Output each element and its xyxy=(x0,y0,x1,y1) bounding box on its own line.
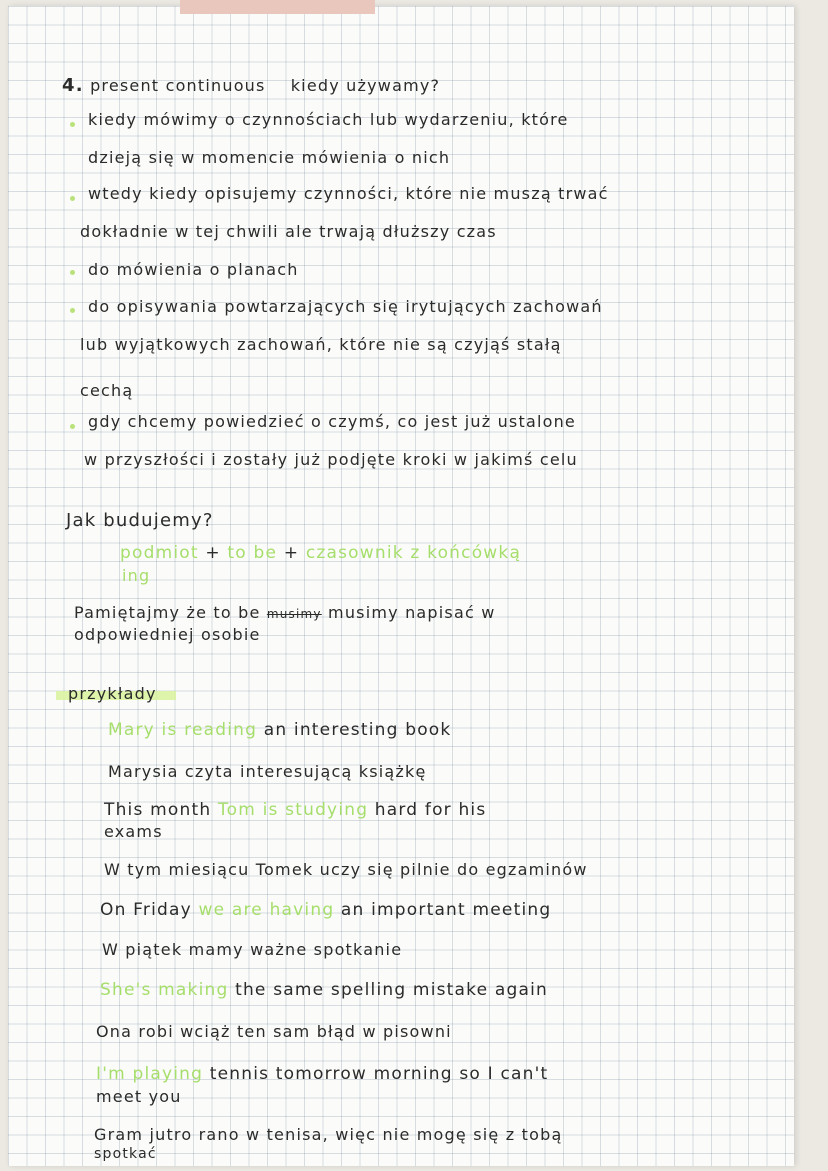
bullet xyxy=(70,424,75,429)
example-translation: Gram jutro rano w tenisa, więc nie mogę się z tobą xyxy=(94,1125,563,1144)
example-sentence xyxy=(104,800,486,820)
usage-line: kiedy mówimy o czynnościach lub wydarzeniu, które xyxy=(88,110,569,129)
example-verb: I'm playing xyxy=(96,1064,204,1084)
example-rest: an important meeting xyxy=(334,900,552,920)
example-verb: we are having xyxy=(198,900,335,920)
example-translation: Ona robi wciąż ten sam błąd w pisowni xyxy=(96,1022,452,1041)
usage-line: wtedy kiedy opisujemy czynności, które nie muszą trwać xyxy=(88,184,609,203)
usage-line: w przyszłości i zostały już podjęte kroki w jakimś celu xyxy=(84,450,578,469)
note-end: musimy napisać w xyxy=(328,603,496,622)
build-heading: Jak budujemy? xyxy=(66,510,214,531)
section-heading xyxy=(62,75,440,96)
bullet xyxy=(70,196,75,201)
formula-to-be: to be xyxy=(227,543,278,563)
note-crossed-word: musimy xyxy=(266,607,322,621)
example-translation: W piątek mamy ważne spotkanie xyxy=(102,940,403,959)
notebook-tab xyxy=(180,0,375,14)
example-verb: Mary is reading xyxy=(108,720,258,740)
note-start: Pamiętajmy że to be xyxy=(74,603,261,622)
example-rest: tennis tomorrow morning so I can't xyxy=(203,1064,549,1084)
section-title: present continuous xyxy=(90,76,266,95)
usage-line: do opisywania powtarzających się irytujących zachowań xyxy=(88,297,603,316)
example-sentence xyxy=(100,900,551,920)
example-translation-2: spotkać xyxy=(94,1146,157,1162)
usage-line: lub wyjątkowych zachowań, które nie są czyjąś stałą xyxy=(80,335,562,354)
formula-plus: + xyxy=(205,543,221,563)
build-note-2: odpowiedniej osobie xyxy=(74,625,261,644)
example-pre: On Friday xyxy=(100,900,199,920)
example-rest: the same spelling mistake again xyxy=(228,980,548,1000)
example-sentence xyxy=(100,980,548,1000)
formula-verb: czasownik z końcówką xyxy=(305,543,522,563)
build-formula xyxy=(120,543,521,563)
formula-plus: + xyxy=(283,543,300,563)
example-translation: Marysia czyta interesującą książkę xyxy=(108,762,427,781)
example-verb: Tom is studying xyxy=(217,800,369,820)
example-verb: She's making xyxy=(100,980,229,1000)
section-question: kiedy używamy? xyxy=(290,76,441,95)
example-translation: W tym miesiącu Tomek uczy się pilnie do egzaminów xyxy=(104,860,588,879)
bullet xyxy=(70,270,75,275)
example-pre: This month xyxy=(104,800,218,820)
example-rest-2: exams xyxy=(104,822,163,841)
bullet xyxy=(70,122,75,127)
usage-line: dokładnie w tej chwili ale trwają dłuższy czas xyxy=(80,222,497,241)
examples-heading: przykłady xyxy=(68,684,157,703)
usage-line: cechą xyxy=(80,381,134,400)
usage-line: dzieją się w momencie mówienia o nich xyxy=(88,148,451,167)
usage-line: do mówienia o planach xyxy=(88,260,299,279)
example-rest-2: meet you xyxy=(96,1087,182,1106)
formula-ending: ing xyxy=(122,566,151,585)
example-rest: hard for his xyxy=(368,800,487,820)
usage-line: gdy chcemy powiedzieć o czymś, co jest już ustalone xyxy=(88,412,576,431)
bullet xyxy=(70,308,75,313)
section-number: 4. xyxy=(62,75,84,96)
example-sentence xyxy=(108,720,451,740)
example-sentence xyxy=(96,1064,548,1084)
build-note xyxy=(74,603,496,622)
formula-subject: podmiot xyxy=(120,543,199,563)
example-rest: an interesting book xyxy=(257,720,452,740)
